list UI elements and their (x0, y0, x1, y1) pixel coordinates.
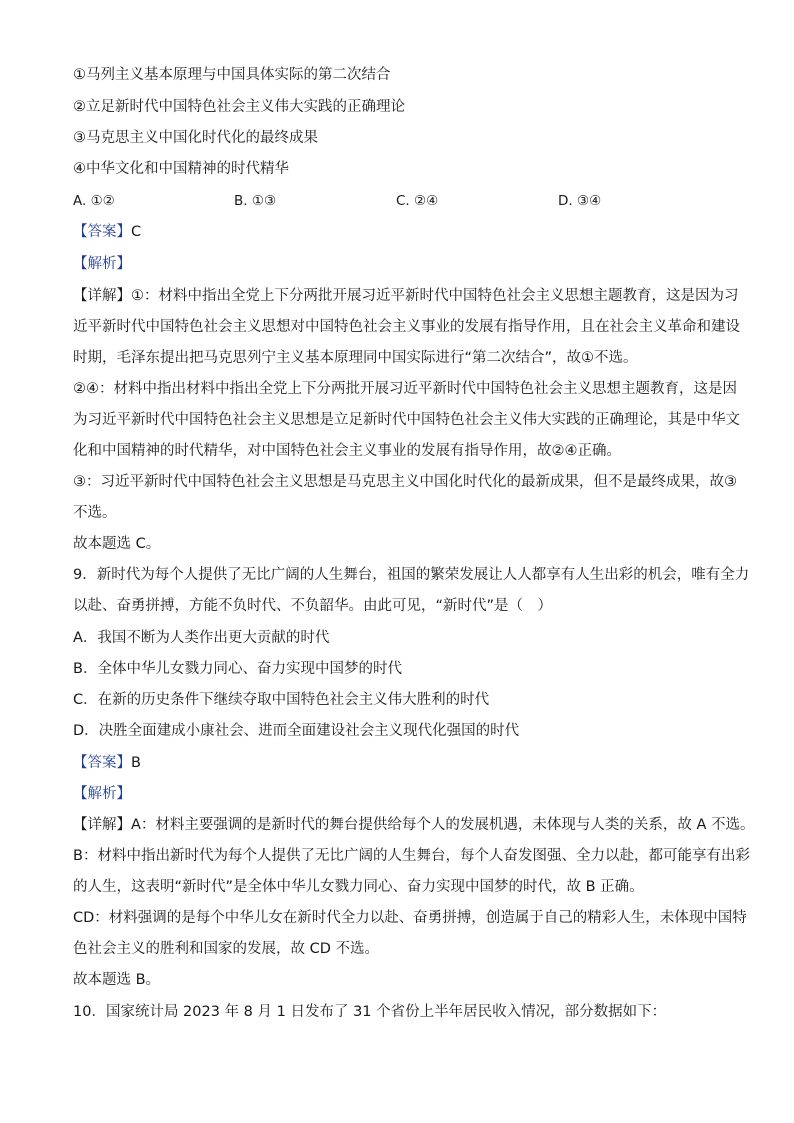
detail-line: 色社会主义的胜利和国家的发展，故 CD 不选。 (73, 941, 380, 957)
option-b: B. ①③ (234, 193, 277, 209)
question-stem: 10．国家统计局 2023 年 8 月 1 日发布了 31 个省份上半年居民收入情况，部分数据如下： (73, 1004, 667, 1020)
detail-line: CD：材料强调的是每个中华儿女在新时代全力以赴、奋勇拼搏，创造属于自己的精彩人生，未体现中国特 (73, 910, 747, 926)
answer-value: C (131, 224, 142, 240)
detail-line: 化和中国精神的时代精华，对中国特色社会主义事业的发展有指导作用，故②④正确。 (73, 443, 621, 459)
detail-line: 时期，毛泽东提出把马克思列宁主义基本原理同中国实际进行“第二次结合”，故①不选。 (73, 350, 638, 366)
detail-tag: 【详解】 (73, 817, 131, 833)
detail-line: 为习近平新时代中国特色社会主义思想是立足新时代中国特色社会主义伟大实践的正确理论，其是中华文 (73, 412, 740, 428)
detail-line (73, 286, 739, 306)
analysis-tag: 【解析】 (73, 786, 131, 802)
conclusion-line: 故本题选 C。 (73, 536, 161, 552)
answer-tag: 【答案】 (73, 224, 131, 240)
answer-value: B (131, 755, 141, 771)
detail-line: ②④：材料中指出材料中指出全党上下分两批开展习近平新时代中国特色社会主义思想主题教育，这是因 (73, 381, 737, 397)
option-d: D．决胜全面建成小康社会、进而全面建设社会主义现代化强国的时代 (73, 723, 520, 739)
analysis-heading (73, 254, 131, 274)
statement-4: ④中华文化和中国精神的时代精华 (73, 161, 289, 177)
option-a: A．我国不断为人类作出更大贡献的时代 (73, 630, 330, 646)
detail-text: A：材料主要强调的是新时代的舞台提供给每个人的发展机遇，未体现与人类的关系，故 A 不选。 (131, 817, 755, 833)
question-stem: 9．新时代为每个人提供了无比广阔的人生舞台，祖国的繁荣发展让人人都享有人生出彩的机会，唯有全力 (73, 567, 750, 583)
answer-tag: 【答案】 (73, 755, 131, 771)
answer-line (73, 222, 141, 242)
option-c: C. ②④ (396, 193, 439, 209)
detail-tag: 【详解】 (73, 288, 131, 304)
detail-line: ③：习近平新时代中国特色社会主义思想是马克思主义中国化时代化的最新成果，但不是最终成果，故③ (73, 474, 737, 490)
statement-3: ③马克思主义中国化时代化的最终成果 (73, 130, 318, 146)
detail-line: 近平新时代中国特色社会主义思想对中国特色社会主义事业的发展有指导作用，且在社会主义革命和建设 (73, 319, 740, 335)
question-stem: 以赴、奋勇拼搏，方能不负时代、不负韶华。由此可见，“新时代”是（ ） (73, 598, 553, 614)
detail-line: 不选。 (73, 505, 117, 521)
option-a: A. ①② (73, 193, 115, 209)
option-c: C．在新的历史条件下继续夺取中国特色社会主义伟大胜利的时代 (73, 692, 490, 708)
analysis-heading (73, 784, 131, 804)
detail-line (73, 815, 755, 835)
analysis-tag: 【解析】 (73, 256, 131, 272)
detail-text: ①：材料中指出全党上下分两批开展习近平新时代中国特色社会主义思想主题教育，这是因为习 (131, 288, 739, 304)
conclusion-line: 故本题选 B。 (73, 972, 161, 988)
option-b: B．全体中华儿女戮力同心、奋力实现中国梦的时代 (73, 661, 402, 677)
detail-line: B：材料中指出新时代为每个人提供了无比广阔的人生舞台，每个人奋发图强、全力以赴，都可能享有出彩 (73, 848, 750, 864)
option-d: D. ③④ (558, 193, 602, 209)
answer-line (73, 753, 141, 773)
detail-line: 的人生，这表明“新时代”是全体中华儿女戮力同心、奋力实现中国梦的时代，故 B 正确。 (73, 879, 644, 895)
statement-2: ②立足新时代中国特色社会主义伟大实践的正确理论 (73, 99, 405, 115)
statement-1: ①马列主义基本原理与中国具体实际的第二次结合 (73, 67, 391, 83)
